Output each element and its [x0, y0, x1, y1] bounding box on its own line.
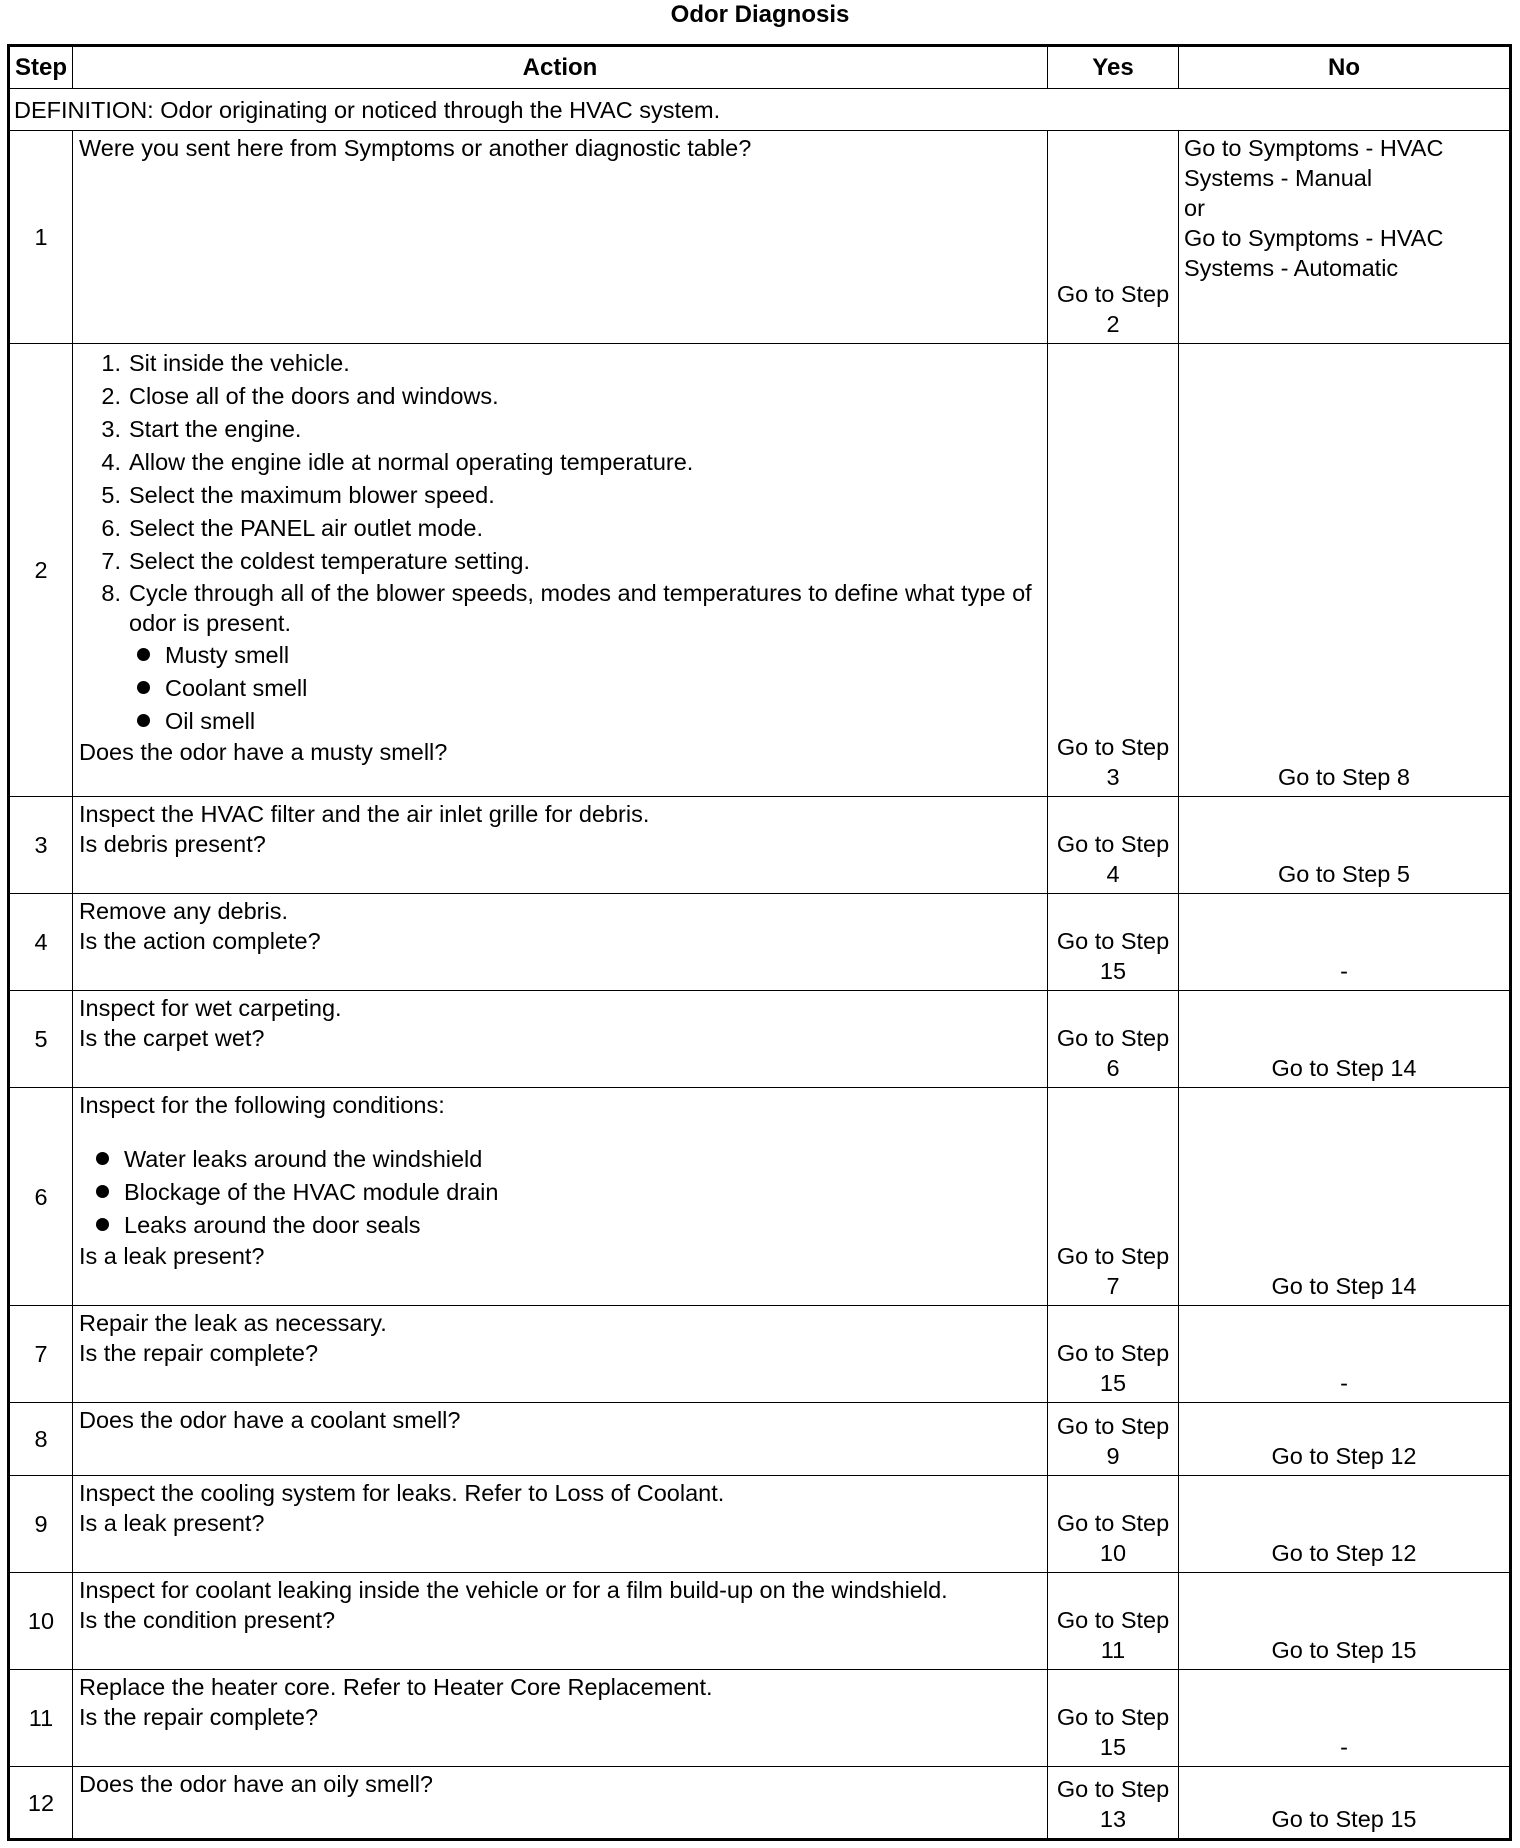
action-cell: [73, 1573, 1048, 1670]
action-cell: [73, 1403, 1048, 1476]
step-number: 10: [9, 1573, 73, 1670]
question-text: Is the repair complete?: [79, 1704, 319, 1730]
action-cell: [73, 1476, 1048, 1573]
table-row: [9, 1670, 1511, 1767]
table-row: [9, 1306, 1511, 1403]
header-no: No: [1179, 46, 1511, 89]
action-cell: [73, 1767, 1048, 1840]
step-number: 4: [9, 894, 73, 991]
yes-cell: Go to Step 13: [1048, 1767, 1179, 1840]
action-cell: [73, 1088, 1048, 1306]
no-option-automatic: Go to Symptoms - HVAC Systems - Automatic: [1184, 225, 1444, 281]
yes-cell: Go to Step 15: [1048, 1306, 1179, 1403]
table-row: [9, 894, 1511, 991]
step-number: 2: [9, 344, 73, 797]
no-cell: Go to Step 14: [1179, 991, 1511, 1088]
action-text: Inspect for the following conditions:: [79, 1092, 445, 1118]
yes-cell: Go to Step 9: [1048, 1403, 1179, 1476]
bullet-icon: [96, 1185, 109, 1198]
table-row: [9, 1403, 1511, 1476]
yes-cell: Go to Step 10: [1048, 1476, 1179, 1573]
table-row: [9, 991, 1511, 1088]
no-or-text: or: [1184, 195, 1205, 221]
table-row: [9, 1767, 1511, 1840]
action-text: Repair the leak as necessary.: [79, 1310, 387, 1336]
definition-row: [9, 89, 1511, 131]
header-step: Step: [9, 46, 73, 89]
step-number: 3: [9, 797, 73, 894]
bullet-icon: [137, 681, 150, 694]
no-cell: Go to Step 14: [1179, 1088, 1511, 1306]
question-text: Is debris present?: [79, 831, 266, 857]
bullet-icon: [96, 1152, 109, 1165]
step-number: 12: [9, 1767, 73, 1840]
question-text: Is a leak present?: [79, 1510, 265, 1536]
list-item: Oil smell: [137, 704, 1041, 737]
list-item: 3. Start the engine.: [101, 415, 302, 442]
procedure-list: [79, 346, 1041, 638]
conditions-list: [79, 1142, 1041, 1241]
question-text: Is the repair complete?: [79, 1340, 319, 1366]
action-cell: [73, 131, 1048, 344]
no-option-manual: Go to Symptoms - HVAC Systems - Manual: [1184, 135, 1444, 191]
table-row: [9, 131, 1511, 344]
list-item: Blockage of the HVAC module drain: [96, 1175, 1041, 1208]
question-text: Does the odor have a musty smell?: [79, 739, 448, 765]
odor-diagnosis-table: [7, 44, 1512, 1841]
no-cell: Go to Step 15: [1179, 1573, 1511, 1670]
list-item: 6. Select the PANEL air outlet mode.: [101, 514, 483, 541]
yes-cell: Go to Step 4: [1048, 797, 1179, 894]
step-number: 7: [9, 1306, 73, 1403]
table-row: [9, 1573, 1511, 1670]
question-text: Does the odor have a coolant smell?: [79, 1407, 461, 1433]
step-number: 6: [9, 1088, 73, 1306]
bullet-icon: [137, 714, 150, 727]
step-number: 9: [9, 1476, 73, 1573]
action-cell: [73, 991, 1048, 1088]
list-item: 4. Allow the engine idle at normal operating temperature.: [101, 448, 694, 475]
page-title: Odor Diagnosis: [670, 1, 850, 28]
yes-cell: Go to Step 2: [1048, 131, 1179, 344]
list-item: Leaks around the door seals: [96, 1208, 1041, 1241]
list-item: 5. Select the maximum blower speed.: [101, 481, 495, 508]
bullet-icon: [137, 648, 150, 661]
question-text: Were you sent here from Symptoms or another diagnostic table?: [79, 135, 752, 161]
action-cell: [73, 344, 1048, 797]
bullet-icon: [96, 1218, 109, 1231]
list-item: 8. Cycle through all of the blower speeds, modes and temperatures to define what type of odor is present.: [101, 580, 1032, 636]
no-cell: [1179, 131, 1511, 344]
step-number: 11: [9, 1670, 73, 1767]
yes-cell: Go to Step 3: [1048, 344, 1179, 797]
action-text: Remove any debris.: [79, 898, 288, 924]
yes-cell: Go to Step 7: [1048, 1088, 1179, 1306]
question-text: Is the condition present?: [79, 1607, 336, 1633]
action-cell: [73, 797, 1048, 894]
action-text: Inspect for wet carpeting.: [79, 995, 342, 1021]
yes-cell: Go to Step 15: [1048, 894, 1179, 991]
no-cell: Go to Step 12: [1179, 1403, 1511, 1476]
list-item: 7. Select the coldest temperature setting.: [101, 547, 531, 574]
no-cell: Go to Step 15: [1179, 1767, 1511, 1840]
no-cell: -: [1179, 1306, 1511, 1403]
list-item: 1. Sit inside the vehicle.: [101, 349, 350, 376]
step-number: 1: [9, 131, 73, 344]
yes-cell: Go to Step 6: [1048, 991, 1179, 1088]
header-yes: Yes: [1048, 46, 1179, 89]
action-cell: [73, 1670, 1048, 1767]
question-text: Is the action complete?: [79, 928, 321, 954]
yes-cell: Go to Step 11: [1048, 1573, 1179, 1670]
table-row: [9, 797, 1511, 894]
question-text: Is a leak present?: [79, 1243, 265, 1269]
action-text: Inspect the cooling system for leaks. Refer to Loss of Coolant.: [79, 1480, 725, 1506]
table-row: [9, 1088, 1511, 1306]
header-row: [9, 46, 1511, 89]
list-item: Water leaks around the windshield: [96, 1142, 1041, 1175]
yes-cell: Go to Step 15: [1048, 1670, 1179, 1767]
no-cell: -: [1179, 1670, 1511, 1767]
table-row: [9, 1476, 1511, 1573]
header-action: Action: [73, 46, 1048, 89]
no-cell: Go to Step 5: [1179, 797, 1511, 894]
step-number: 5: [9, 991, 73, 1088]
definition-text: DEFINITION: Odor originating or noticed through the HVAC system.: [9, 89, 1511, 131]
list-item: Musty smell: [137, 638, 1041, 671]
list-item: 2. Close all of the doors and windows.: [101, 382, 499, 409]
question-text: Does the odor have an oily smell?: [79, 1771, 434, 1797]
action-text: Inspect the HVAC filter and the air inlet grille for debris.: [79, 801, 650, 827]
action-cell: [73, 894, 1048, 991]
action-cell: [73, 1306, 1048, 1403]
action-text: Inspect for coolant leaking inside the vehicle or for a film build-up on the windshield.: [79, 1577, 948, 1603]
list-item: Coolant smell: [137, 671, 1041, 704]
action-text: Replace the heater core. Refer to Heater Core Replacement.: [79, 1674, 713, 1700]
no-cell: -: [1179, 894, 1511, 991]
no-cell: Go to Step 12: [1179, 1476, 1511, 1573]
table-row: [9, 344, 1511, 797]
question-text: Is the carpet wet?: [79, 1025, 265, 1051]
no-cell: Go to Step 8: [1179, 344, 1511, 797]
odor-type-list: [79, 638, 1041, 737]
step-number: 8: [9, 1403, 73, 1476]
